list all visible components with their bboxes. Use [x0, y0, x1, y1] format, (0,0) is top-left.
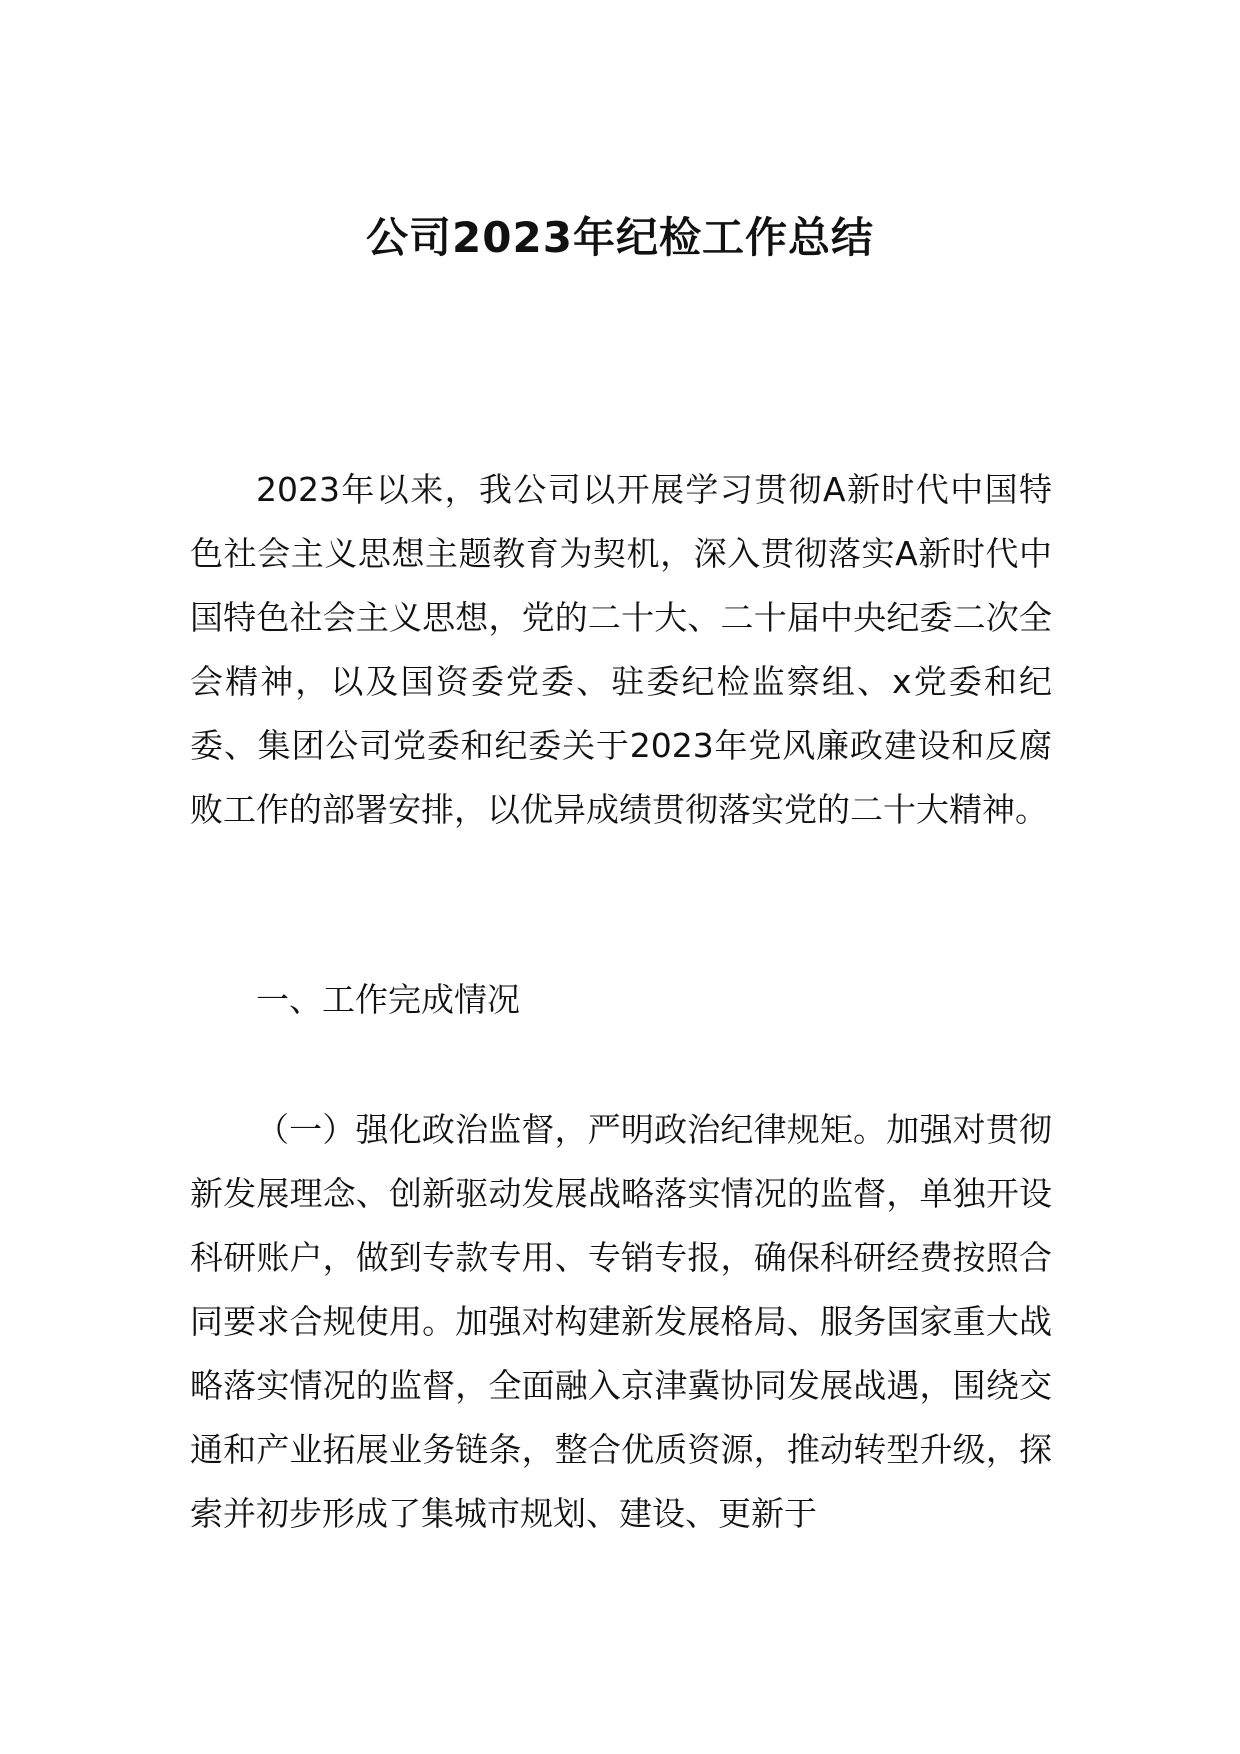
document-title: 公司2023年纪检工作总结 [366, 213, 874, 262]
subsection-paragraph: （一）强化政治监督，严明政治纪律规矩。加强对贯彻新发展理念、创新驱动发展战略落实情况的监督，单独开设科研账户，做到专款专用、专销专报，确保科研经费按照合同要求合规使用。加强对构建新发展格局、服务国家重大战略落实情况的监督，全面融入京津冀协同发展战遇，围绕交通和产业拓展业务链条，整合优质资源，推动转型升级，探索并初步形成了集城市规划、建设、更新于 [190, 1110, 1052, 1533]
intro-paragraph: 2023年以来，我公司以开展学习贯彻A新时代中国特色社会主义思想主题教育为契机，深入贯彻落实A新时代中国特色社会主义思想，党的二十大、二十届中央纪委二次全会精神，以及国资委党委、驻委纪检监察组、x党委和纪委、集团公司党委和纪委关于2023年党风廉政建设和反腐败工作的部署安排，以优异成绩贯彻落实党的二十大精神。 [190, 470, 1052, 829]
section-heading: 一、工作完成情况 [256, 980, 520, 1019]
